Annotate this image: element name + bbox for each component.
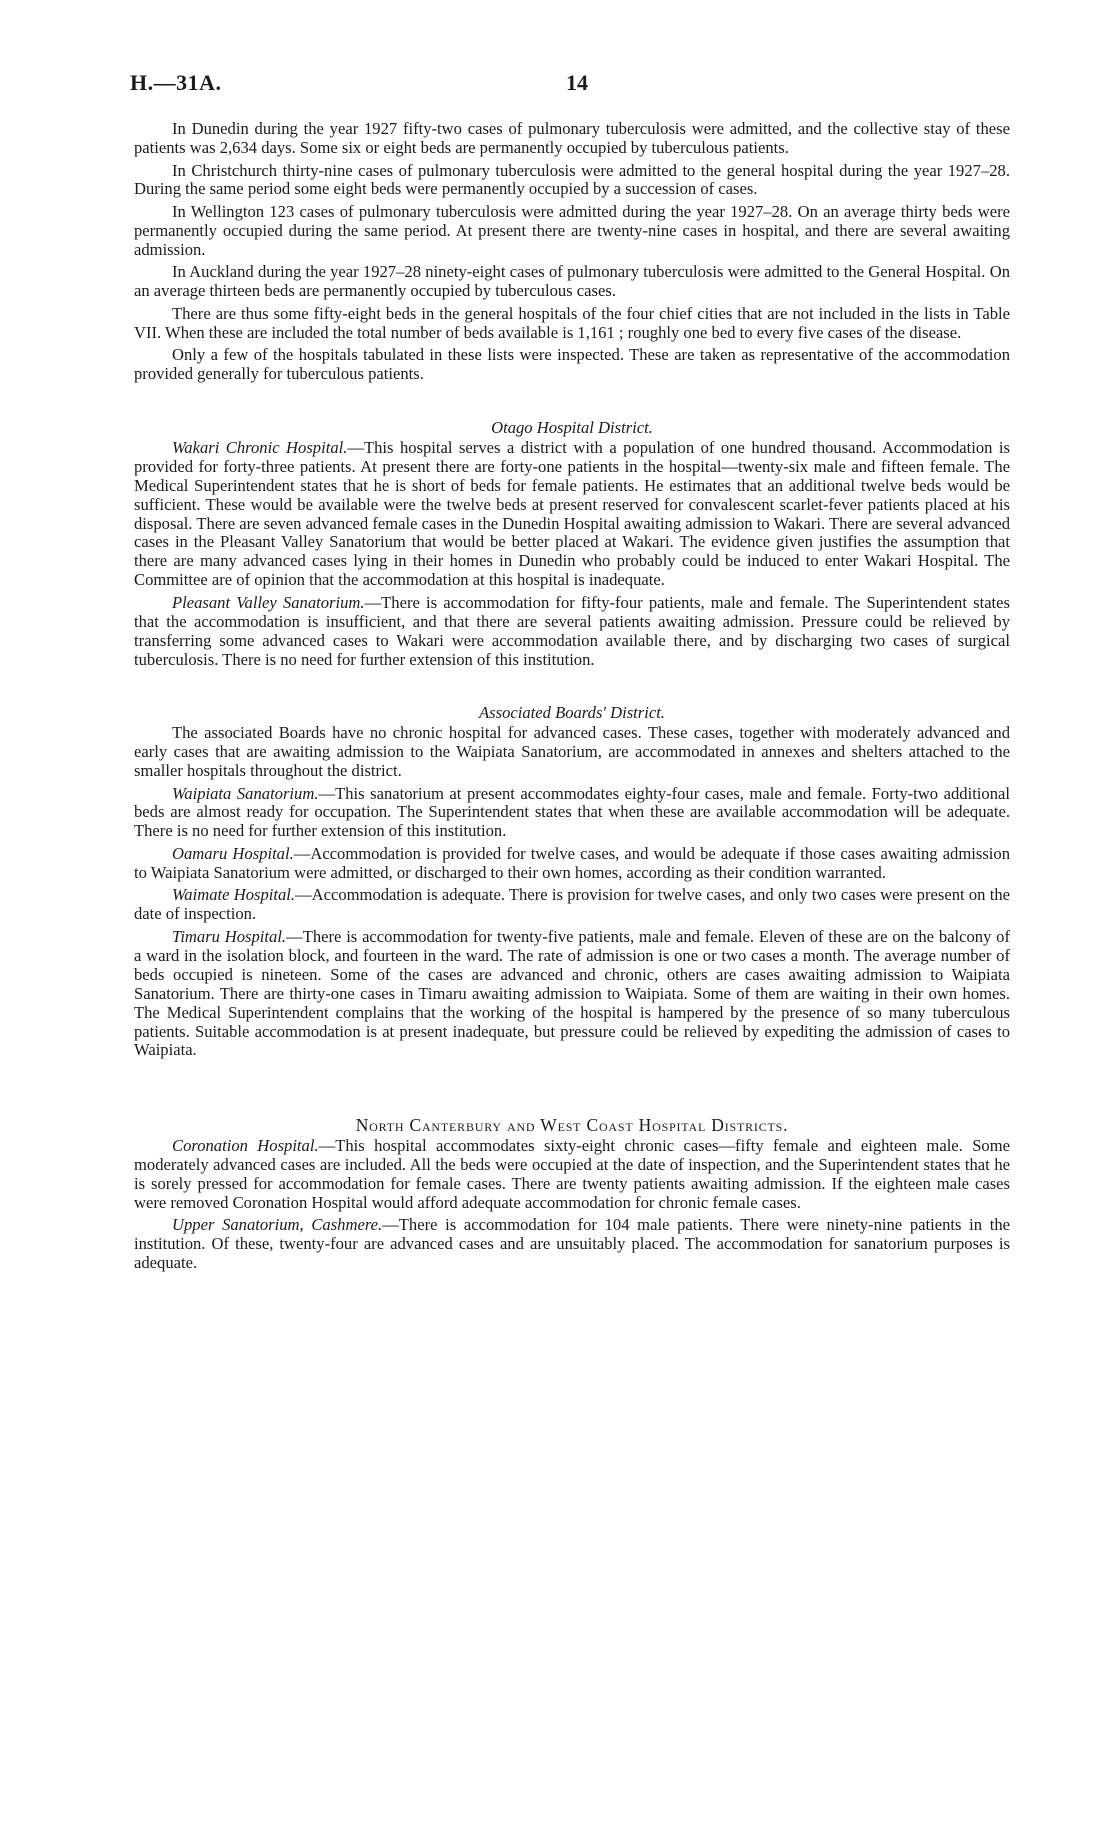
paragraph-text: —There is accommodation for fifty-four patients, male and female. The Superintendent states that the accommodation is insufficient, and that there are several patients awaiting admission. Pressure could be relieved by transferring some advanced cases to Wakari were accommodation available there, and by discharging two cases of surgical tuberculosis. There is no need for further extension of this institution. [134, 592, 1010, 669]
paragraph-timaru [134, 928, 1010, 1060]
paragraph-text: —There is accommodation for twenty-five patients, male and female. Eleven of these are on the balcony of a ward in the isolation block, and fourteen in the ward. The rate of admission is one or two cases a month. The average number of beds occupied is nineteen. Some of the cases are advanced and chronic, others are cases awaiting admission to Waipiata Sanatorium. There are thirty-one cases in Timaru awaiting admission to Waipiata. Some of them are waiting in their own homes. The Medical Superintendent complains that the working of the hospital is hampered by the presence of so many tuberculous patients. Suitable accommodation is at present inadequate, but pressure could be relieved by expediting the admission of cases to Waipiata. [134, 926, 1010, 1060]
paragraph-dunedin: In Dunedin during the year 1927 fifty-two cases of pulmonary tuberculosis were admitted, and the collective stay of these patients was 2,634 days. Some six or eight beds are permanently occupied by tuberculous patients. [134, 119, 1010, 157]
paragraph-lead: Waipiata Sanatorium. [172, 783, 319, 803]
paragraph-lead: Wakari Chronic Hospital. [172, 437, 348, 457]
paragraph-lead: Pleasant Valley Sanatorium. [172, 592, 365, 612]
paragraph-beds-total: There are thus some fifty-eight beds in the general hospitals of the four chief cities that are not included in the lists in Table VII. When these are included the total number of beds available is 1,161 ; roughly one bed to every five cases of the disease. [134, 303, 1010, 342]
section-heading-otago: Otago Hospital District. [491, 417, 653, 437]
paragraph-text: —This hospital serves a district with a population of one hundred thousand. Accommodation is provided for forty-three patients. At present there are forty-one patients in the hospital—twenty-six male and fifteen female. The Medical Superintendent states that he is short of beds for female patients. He estimates that an additional twelve beds would be sufficient. These would be available were the twelve beds at present reserved for convalescent scarlet-fever patients placed at his disposal. There are seven advanced female cases in the Dunedin Hospital awaiting admission to Wakari. There are several advanced cases in the Pleasant Valley Sanatorium that would be better placed at Wakari. The evidence given justifies the assumption that there are many advanced cases lying in their homes in Dunedin who probably could be induced to enter Wakari Hospital. The Committee are of opinion that the accommodation at this hospital is inadequate. [134, 437, 1010, 590]
paragraph-text: —This hospital accommodates sixty-eight chronic cases—fifty female and eighteen male. Some moderately advanced cases are included. All the beds were occupied at the date of inspection, and the Superintendent states that he is sorely pressed for accommodation for female cases. There are twenty patients awaiting admission. If the eighteen male cases were removed Coronation Hospital would afford adequate accommodation for chronic female cases. [134, 1136, 1010, 1212]
paragraph-text: —There is accommodation for 104 male patients. There were ninety-nine patients in the institution. Of these, twenty-four are advanced cases and are unsuitably placed. The accommodation for sanatorium purposes is adequate. [134, 1215, 1010, 1273]
paragraph-lead: Timaru Hospital. [172, 926, 287, 946]
paragraph-lead: Upper Sanatorium, Cashmere. [172, 1215, 383, 1235]
document-reference: H.—31A. [130, 70, 222, 95]
paragraph-text: —Accommodation is adequate. There is provision for twelve cases, and only two cases were present on the date of inspection. [134, 885, 1011, 924]
page-number: 14 [566, 70, 588, 95]
paragraph-text: —Accommodation is provided for twelve cases, and would be adequate if those cases awaiting admission to Waipiata Sanatorium were admitted, or discharged to their own homes, according as their condition warranted. [134, 843, 1010, 882]
page-header [130, 70, 1010, 100]
paragraph-oamaru [134, 845, 1010, 883]
paragraph-inspection-note: Only a few of the hospitals tabulated in these lists were inspected. These are taken as representative of the accommodation provided generally for tuberculous patients. [134, 345, 1010, 384]
section-heading-associated: Associated Boards' District. [479, 703, 665, 723]
paragraph-text: —This sanatorium at present accommodates eighty-four cases, male and female. Forty-two additional beds are almost ready for occupation. The Superintendent states that when these are available accommodation will be adequate. There is no need for further extension of this institution. [134, 783, 1010, 841]
paragraph-christchurch: In Christchurch thirty-nine cases of pulmonary tuberculosis were admitted to the general hospital during the year 1927–28. During the same period some eight beds were permanently occupied by a succession of cases. [134, 160, 1010, 199]
section-heading-north-canterbury: North Canterbury and West Coast Hospital Districts. [355, 1115, 789, 1135]
paragraph-waipiata [134, 785, 1010, 842]
paragraph-auckland: In Auckland during the year 1927–28 ninety-eight cases of pulmonary tuberculosis were admitted to the General Hospital. On an average thirteen beds are permanently occupied by tuberculous cases. [134, 262, 1010, 301]
paragraph-coronation [134, 1137, 1010, 1213]
paragraph-waimate [134, 886, 1010, 924]
paragraph-wellington: In Wellington 123 cases of pulmonary tuberculosis were admitted during the year 1927–28. On an average thirty beds were permanently occupied during the same period. At present there are twenty-nine cases in hospital, and there are several awaiting admission. [134, 202, 1010, 259]
paragraph-wakari [134, 439, 1010, 590]
paragraph-lead: Oamaru Hospital. [172, 843, 294, 863]
page-body [134, 120, 1010, 1277]
paragraph-cashmere [134, 1216, 1010, 1273]
paragraph-pleasant-valley [134, 594, 1010, 670]
paragraph-lead: Coronation Hospital. [172, 1136, 319, 1155]
paragraph-lead: Waimate Hospital. [172, 885, 296, 905]
paragraph-associated-intro: The associated Boards have no chronic hospital for advanced cases. These cases, together with moderately advanced and early cases that are awaiting admission to the Waipiata Sanatorium, are accommodated in annexes and shelters attached to the smaller hospitals throughout the district. [134, 723, 1010, 780]
